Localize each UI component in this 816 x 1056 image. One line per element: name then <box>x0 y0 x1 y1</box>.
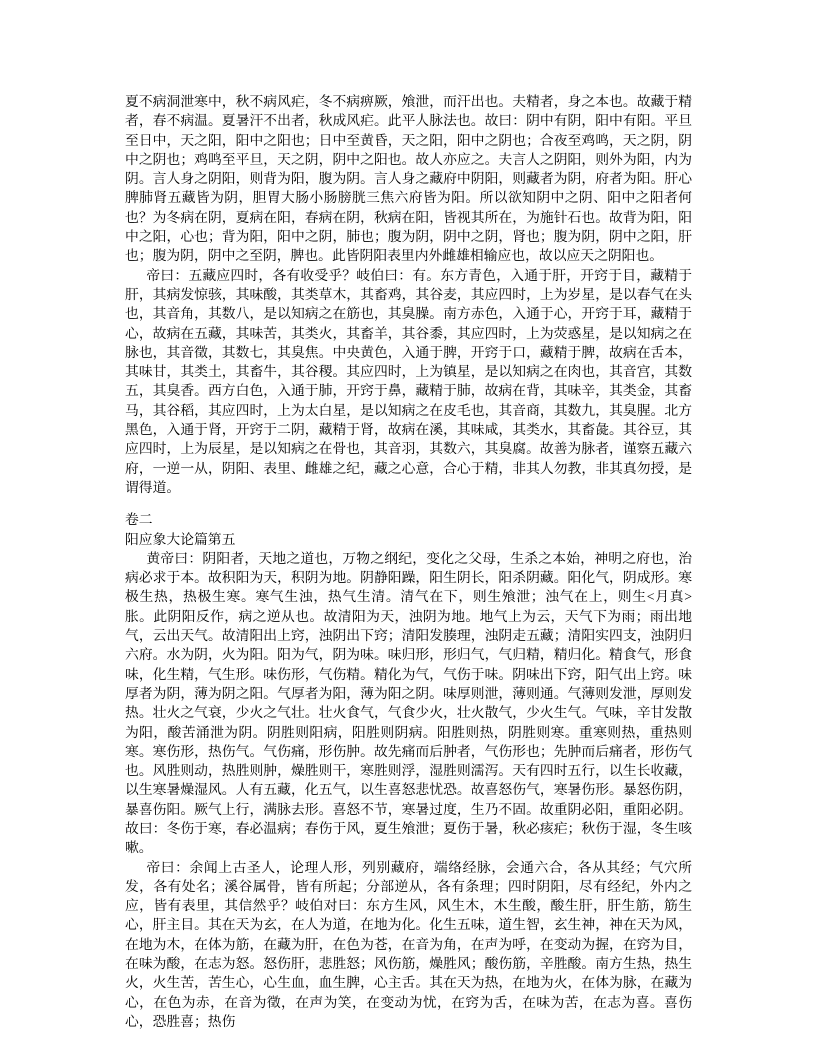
volume-heading: 卷二 <box>125 512 153 528</box>
text-column <box>125 92 692 1031</box>
chapter-heading: 阳应象大论篇第五 <box>125 531 236 547</box>
paragraph-yinyang-continuation: 夏不病洞泄寒中，秋不病风疟，冬不病痹厥，飧泄，而汗出也。夫精者，身之本也。故藏于精者，春不病温。夏暑汗不出者，秋成风疟。此平人脉法也。故曰：阴中有阴，阳中有阳。平旦至日中，天之阳，阳中之阳也；日中至黄昏，天之阳，阳中之阴也；合夜至鸡鸣，天之阴，阴中之阴也；鸡鸣至平旦，天之阴，阴中之阳也。故人亦应之。夫言人之阴阳，则外为阳，内为阴。言人身之阴阳，则背为阳，腹为阴。言人身之藏府中阴阳，则藏者为阴，府者为阳。肝心脾肺肾五藏皆为阴，胆胃大肠小肠膀胱三焦六府皆为阳。所以欲知阴中之阴、阳中之阳者何也？为冬病在阴，夏病在阳，春病在阴，秋病在阳，皆视其所在，为施针石也。故背为阳，阳中之阳，心也；背为阳，阳中之阴，肺也；腹为阴，阴中之阴，肾也；腹为阴，阴中之阳，肝也；腹为阴，阴中之至阴，脾也。此皆阴阳表里内外雌雄相输应也，故以应天之阴阳也。 <box>125 94 692 264</box>
paragraph-yinyang-yingxiang-part2: 帝曰：余闻上古圣人，论理人形，列别藏府，端络经脉，会通六合，各从其经；气穴所发，各有处名；溪谷属骨，皆有所起；分部逆从，各有条理；四时阴阳，尽有经纪，外内之应，皆有表里，其信然乎？岐伯对曰：东方生风，风生木，木生酸，酸生肝，肝生筋，筋生心，肝主目。其在天为玄，在人为道，在地为化。化生五味，道生智，玄生神，神在天为风，在地为木，在体为筋，在藏为肝，在色为苍，在音为角，在声为呼，在变动为握，在窍为目，在味为酸，在志为怒。怒伤肝，悲胜怒；风伤筋，燥胜风；酸伤筋，辛胜酸。南方生热，热生火，火生苦，苦生心，心生血，血生脾，心主舌。其在天为热，在地为火，在体为脉，在藏为心，在色为赤，在音为徵，在声为笑，在变动为忧，在窍为舌，在味为苦，在志为喜。喜伤心，恐胜喜；热伤 <box>125 859 692 1029</box>
paragraph-five-zang-four-seasons: 帝曰：五藏应四时，各有收受乎？岐伯曰：有。东方青色，入通于肝，开窍于目，藏精于肝，其病发惊骇，其味酸，其类草木，其畜鸡，其谷麦，其应四时，上为岁星，是以春气在头也，其音角，其数八，是以知病之在筋也，其臭臊。南方赤色，入通于心，开窍于耳，藏精于心，故病在五藏，其味苦，其类火，其畜羊，其谷黍，其应四时，上为荧惑星，是以知病之在脉也，其音徵，其数七，其臭焦。中央黄色，入通于脾，开窍于口，藏精于脾，故病在舌本，其味甘，其类土，其畜牛，其谷稷。其应四时，上为镇星，是以知病之在肉也，其音宫，其数五，其臭香。西方白色，入通于肺，开窍于鼻，藏精于肺，故病在背，其味辛，其类金，其畜马，其谷稻，其应四时，上为太白星，是以知病之在皮毛也，其音商，其数九，其臭腥。北方黑色，入通于肾，开窍于二阴，藏精于肾，故病在溪，其味咸，其类水，其畜彘。其谷豆，其应四时，上为辰星，是以知病之在骨也，其音羽，其数六，其臭腐。故善为脉者，谨察五藏六府，一逆一从，阴阳、表里、雌雄之纪，藏之心意，合心于精，非其人勿教，非其真勿授，是谓得道。 <box>125 267 692 495</box>
paragraph-yinyang-yingxiang-part1: 黄帝曰：阴阳者，天地之道也，万物之纲纪，变化之父母，生杀之本始，神明之府也，治病必求于本。故积阳为天，积阴为地。阴静阳躁，阳生阴长，阳杀阴藏。阳化气，阴成形。寒极生热，热极生寒。寒气生浊，热气生清。清气在下，则生飧泄；浊气在上，则生<月真>胀。此阴阳反作，病之逆从也。故清阳为天，浊阴为地。地气上为云，天气下为雨；雨出地气，云出天气。故清阳出上窍，浊阴出下窍；清阳发腠理，浊阴走五藏；清阳实四支，浊阴归六府。水为阴，火为阳。阳为气，阴为味。味归形，形归气，气归精，精归化。精食气，形食味，化生精，气生形。味伤形，气伤精。精化为气，气伤于味。阴味出下窍，阳气出上窍。味厚者为阴，薄为阴之阳。气厚者为阳，薄为阳之阴。味厚则泄，薄则通。气薄则发泄，厚则发热。壮火之气衰，少火之气壮。壮火食气，气食少火，壮火散气，少火生气。气味，辛甘发散为阳，酸苦涌泄为阴。阴胜则阳病，阳胜则阴病。阳胜则热，阴胜则寒。重寒则热，重热则寒。寒伤形，热伤气。气伤痛，形伤肿。故先痛而后肿者，气伤形也；先肿而后痛者，形伤气也。风胜则动，热胜则肿，燥胜则干，寒胜则浮，湿胜则濡泻。天有四时五行，以生长收藏，以生寒暑燥湿风。人有五藏，化五气，以生喜怒悲忧恐。故喜怒伤气，寒暑伤形。暴怒伤阴，暴喜伤阳。厥气上行，满脉去形。喜怒不节，寒暑过度，生乃不固。故重阴必阳，重阳必阴。故曰：冬伤于寒，春必温病；春伤于风，夏生飧泄；夏伤于暑，秋必痎疟；秋伤于湿，冬生咳嗽。 <box>125 550 692 856</box>
blank-line-separator <box>125 497 692 510</box>
